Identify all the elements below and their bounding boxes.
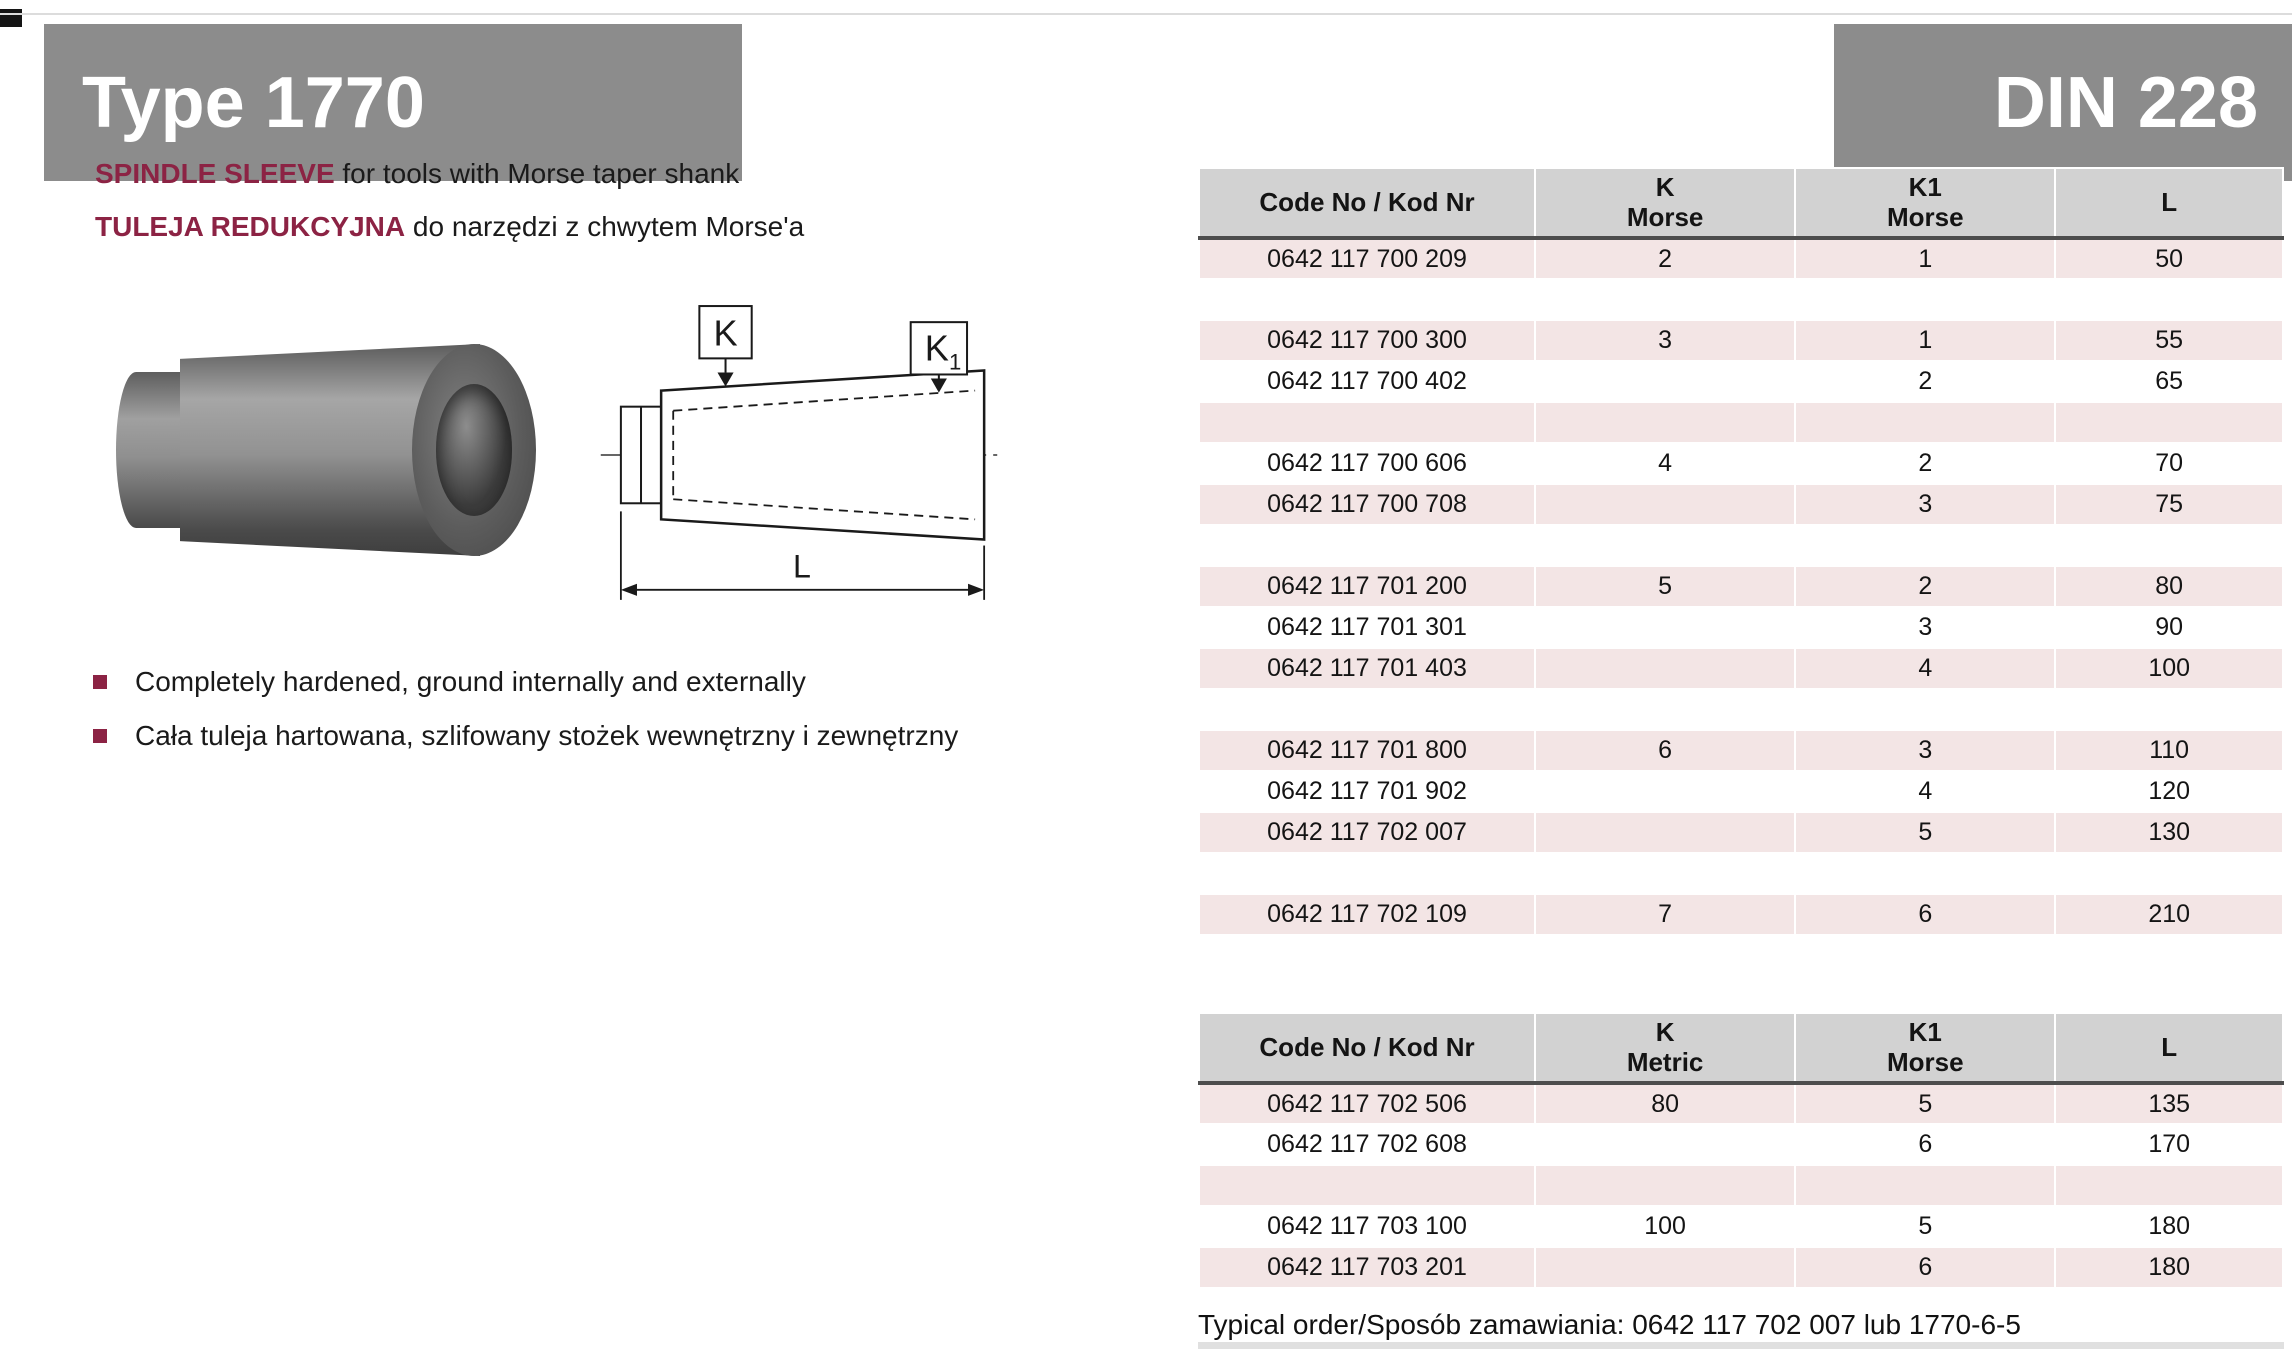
bottom-divider (1198, 1342, 2284, 1349)
table-cell (1199, 279, 1535, 320)
table-cell (1535, 771, 1795, 812)
table-row (1199, 1206, 2283, 1247)
column-header: K Metric (1535, 1013, 1795, 1083)
table-cell: 0642 117 702 608 (1199, 1124, 1535, 1165)
table-cell: 0642 117 701 403 (1199, 648, 1535, 689)
table-cell: 0642 117 703 201 (1199, 1247, 1535, 1288)
column-header: K1 Morse (1795, 1013, 2055, 1083)
table-cell (1535, 279, 1795, 320)
column-header: L (2055, 1013, 2283, 1083)
title-en-bold: SPINDLE SLEEVE (95, 158, 335, 189)
din-badge-label: DIN 228 (1993, 62, 2258, 143)
table-spacer-row (1199, 853, 2283, 894)
table-cell (1199, 1165, 1535, 1206)
morse-spec-table (1198, 167, 2284, 936)
product-photo (116, 344, 536, 556)
crop-mark (0, 9, 22, 27)
table-cell: 5 (1795, 812, 2055, 853)
table-cell: 4 (1795, 771, 2055, 812)
table-cell: 0642 117 702 007 (1199, 812, 1535, 853)
table-cell (1535, 812, 1795, 853)
table-cell (2055, 402, 2283, 443)
table-cell: 120 (2055, 771, 2283, 812)
table-cell (1535, 1247, 1795, 1288)
table-row (1199, 320, 2283, 361)
table-cell: 3 (1795, 607, 2055, 648)
table-cell: 80 (2055, 566, 2283, 607)
table-cell: 0642 117 702 109 (1199, 894, 1535, 935)
table-cell (2055, 1165, 2283, 1206)
table-cell (1535, 853, 1795, 894)
table-cell (1795, 853, 2055, 894)
table-cell (1199, 402, 1535, 443)
table-cell (1535, 1124, 1795, 1165)
table-spacer-row (1199, 279, 2283, 320)
sleeve-body-outline (661, 370, 984, 539)
table-spacer-row (1199, 525, 2283, 566)
table-cell (1535, 607, 1795, 648)
bullet-text: Cała tuleja hartowana, szlifowany stożek wewnętrzny i zewnętrzny (135, 720, 959, 751)
l-label: L (793, 548, 811, 585)
title-pl-bold: TULEJA REDUKCYJNA (95, 211, 406, 242)
table-cell (1535, 402, 1795, 443)
table-cell: 3 (1795, 730, 2055, 771)
table-cell: 0642 117 700 300 (1199, 320, 1535, 361)
table-row (1199, 812, 2283, 853)
table-cell: 6 (1795, 894, 2055, 935)
table-cell: 1 (1795, 320, 2055, 361)
table-cell: 6 (1535, 730, 1795, 771)
table-row (1199, 607, 2283, 648)
k-label: K (713, 312, 738, 354)
spec-tables (1198, 167, 2284, 1341)
technical-drawing (595, 298, 1005, 620)
top-divider (0, 13, 2292, 15)
table-cell: 180 (2055, 1206, 2283, 1247)
table-cell: 7 (1535, 894, 1795, 935)
table-row (1199, 1124, 2283, 1165)
tang-outline (621, 407, 661, 504)
table-cell: 5 (1795, 1083, 2055, 1124)
table-row (1199, 238, 2283, 279)
table-spacer-row (1199, 1165, 2283, 1206)
table-cell (1535, 689, 1795, 730)
bullet-square-icon (93, 729, 107, 743)
typical-order-note: Typical order/Sposób zamawiania: 0642 117 702 007 lub 1770-6-5 (1198, 1309, 2021, 1340)
table-cell: 0642 117 703 100 (1199, 1206, 1535, 1247)
table-header-row (1199, 1013, 2283, 1083)
table-cell (2055, 279, 2283, 320)
type-badge-label: Type 1770 (82, 62, 425, 143)
table-cell (1535, 361, 1795, 402)
table-cell (1535, 484, 1795, 525)
table-cell: 3 (1795, 484, 2055, 525)
column-header: L (2055, 168, 2283, 238)
table-cell: 0642 117 701 200 (1199, 566, 1535, 607)
table-cell: 135 (2055, 1083, 2283, 1124)
table-cell: 2 (1795, 443, 2055, 484)
bullet-item (93, 666, 958, 698)
table-cell: 0642 117 700 402 (1199, 361, 1535, 402)
table-cell: 100 (2055, 648, 2283, 689)
k-pointer-icon (717, 372, 733, 386)
table-cell: 0642 117 700 708 (1199, 484, 1535, 525)
table-spacer-row (1199, 689, 2283, 730)
table-cell: 0642 117 700 606 (1199, 443, 1535, 484)
table-cell: 4 (1795, 648, 2055, 689)
photo-sleeve-bore (436, 384, 513, 515)
table-cell: 2 (1795, 566, 2055, 607)
table-row (1199, 1247, 2283, 1288)
table-cell: 6 (1795, 1247, 2055, 1288)
table-cell (1795, 402, 2055, 443)
column-header: Code No / Kod Nr (1199, 168, 1535, 238)
bullet-square-icon (93, 675, 107, 689)
table-cell (1199, 853, 1535, 894)
table-row (1199, 730, 2283, 771)
table-row (1199, 484, 2283, 525)
table-cell: 1 (1795, 238, 2055, 279)
table-cell: 70 (2055, 443, 2283, 484)
table-cell: 0642 117 701 800 (1199, 730, 1535, 771)
table-row (1199, 443, 2283, 484)
table-row (1199, 894, 2283, 935)
table-header-row (1199, 168, 2283, 238)
table-cell: 2 (1535, 238, 1795, 279)
table-cell (1535, 648, 1795, 689)
table-cell (1795, 525, 2055, 566)
bullet-item (93, 720, 958, 752)
table-cell (1795, 279, 2055, 320)
table-cell: 4 (1535, 443, 1795, 484)
k1-subscript: 1 (948, 349, 962, 375)
table-row (1199, 361, 2283, 402)
table-cell: 50 (2055, 238, 2283, 279)
photo-sleeve-face (412, 344, 536, 556)
bullet-text: Completely hardened, ground internally and externally (135, 666, 806, 697)
table-cell (1199, 689, 1535, 730)
table-cell (2055, 853, 2283, 894)
k1-label: K (924, 327, 949, 369)
table-spacer-row (1199, 402, 2283, 443)
table-cell: 3 (1535, 320, 1795, 361)
feature-bullets (93, 666, 958, 774)
table-cell: 55 (2055, 320, 2283, 361)
table-row (1199, 566, 2283, 607)
table-cell: 6 (1795, 1124, 2055, 1165)
title-en (95, 160, 804, 188)
column-header: K Morse (1535, 168, 1795, 238)
table-cell: 130 (2055, 812, 2283, 853)
product-titles (95, 160, 804, 266)
table-row (1199, 1083, 2283, 1124)
table-cell (1199, 525, 1535, 566)
table-cell: 110 (2055, 730, 2283, 771)
table-cell: 80 (1535, 1083, 1795, 1124)
table-cell: 100 (1535, 1206, 1795, 1247)
table-cell (2055, 525, 2283, 566)
table-cell: 0642 117 702 506 (1199, 1083, 1535, 1124)
table-cell (1535, 1165, 1795, 1206)
table-cell: 65 (2055, 361, 2283, 402)
table-cell: 0642 117 700 209 (1199, 238, 1535, 279)
table-cell: 180 (2055, 1247, 2283, 1288)
table-cell: 210 (2055, 894, 2283, 935)
metric-spec-table (1198, 1012, 2284, 1289)
column-header: Code No / Kod Nr (1199, 1013, 1535, 1083)
din-badge (1834, 24, 2292, 181)
table-cell: 75 (2055, 484, 2283, 525)
table-cell (1535, 525, 1795, 566)
table-row (1199, 648, 2283, 689)
table-cell: 170 (2055, 1124, 2283, 1165)
title-en-rest: for tools with Morse taper shank (334, 158, 740, 189)
table-row (1199, 771, 2283, 812)
table-cell: 90 (2055, 607, 2283, 648)
table-cell (1795, 689, 2055, 730)
table-cell (2055, 689, 2283, 730)
title-pl-rest: do narzędzi z chwytem Morse'a (405, 211, 805, 242)
table-cell: 0642 117 701 301 (1199, 607, 1535, 648)
title-pl (95, 213, 804, 241)
table-cell: 5 (1535, 566, 1795, 607)
column-header: K1 Morse (1795, 168, 2055, 238)
table-cell (1795, 1165, 2055, 1206)
table-cell: 5 (1795, 1206, 2055, 1247)
k-callout (699, 306, 751, 387)
table-cell: 2 (1795, 361, 2055, 402)
table-cell: 0642 117 701 902 (1199, 771, 1535, 812)
